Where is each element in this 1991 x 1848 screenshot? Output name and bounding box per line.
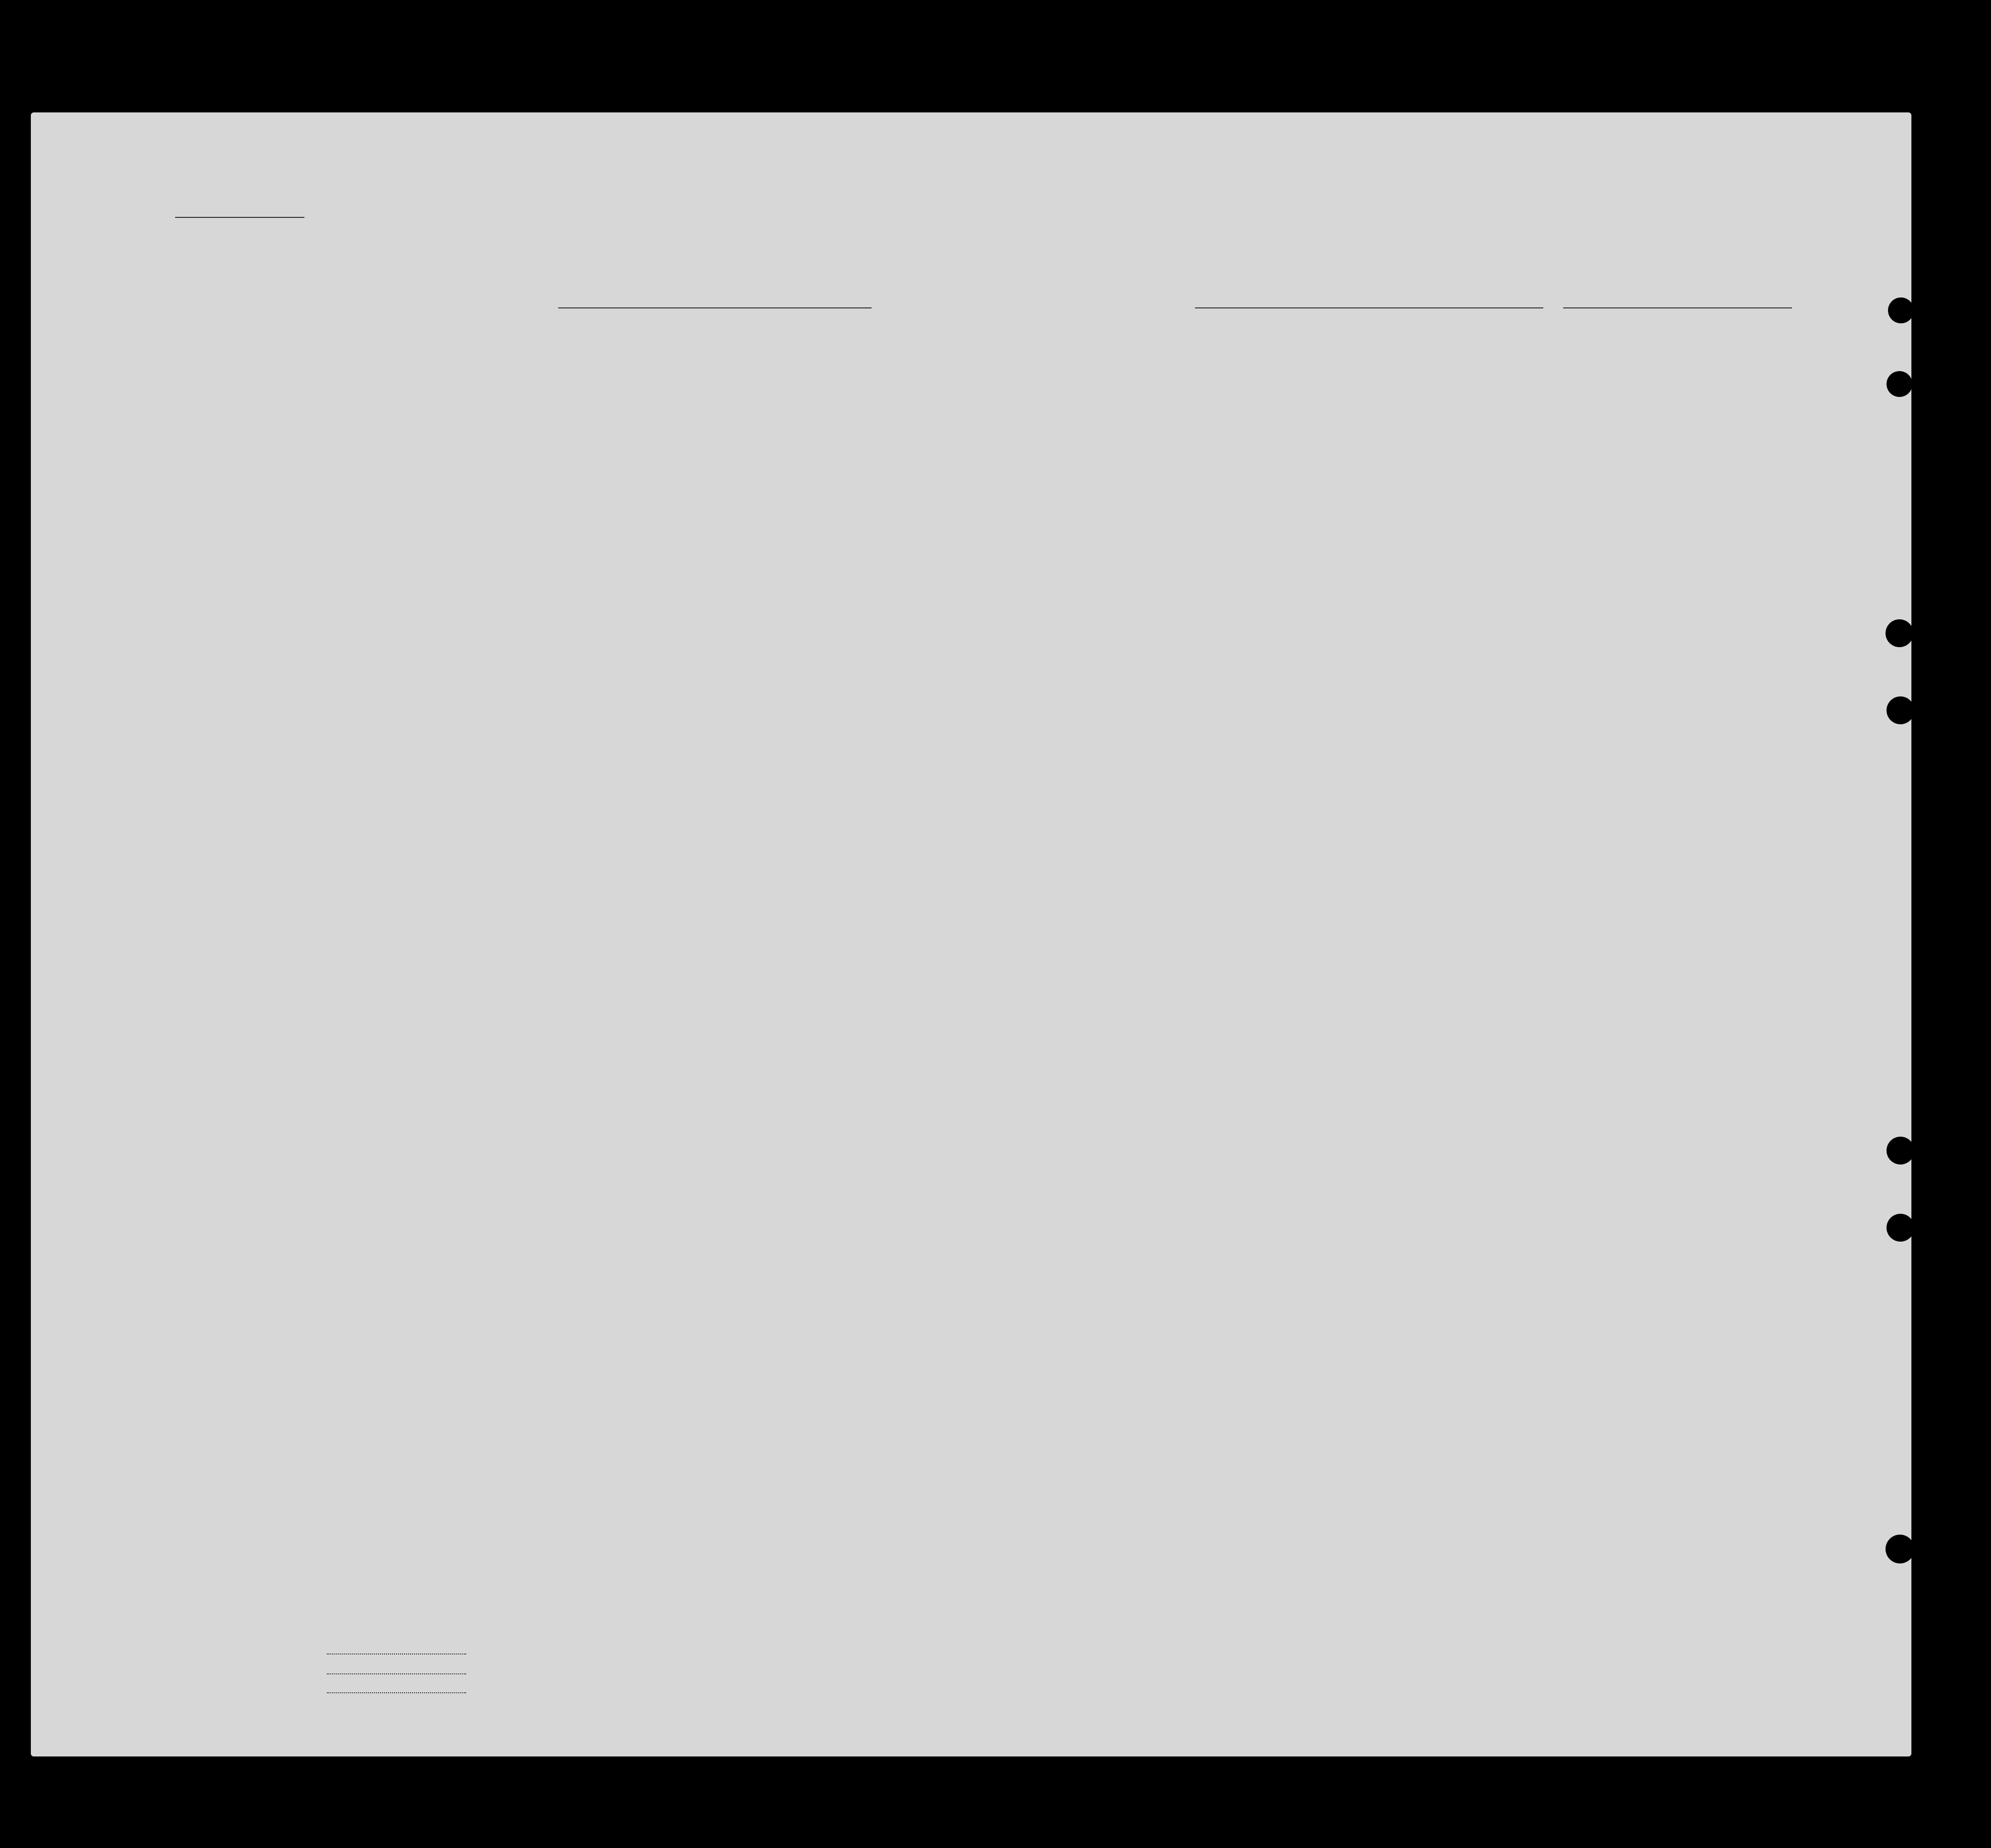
us-citizens-line bbox=[327, 1673, 466, 1674]
punch-hole bbox=[1887, 1214, 1914, 1242]
punch-hole bbox=[1887, 371, 1912, 397]
punch-hole bbox=[1887, 1137, 1914, 1165]
punch-hole bbox=[1886, 619, 1913, 647]
manifest-sheet bbox=[31, 112, 1911, 1756]
punch-hole bbox=[1888, 297, 1914, 323]
punch-hole bbox=[1886, 1535, 1914, 1563]
ditto-marks bbox=[31, 112, 1911, 1756]
punch-hole bbox=[1887, 696, 1914, 724]
total-passengers-line bbox=[327, 1653, 466, 1654]
aliens-line bbox=[327, 1692, 466, 1693]
